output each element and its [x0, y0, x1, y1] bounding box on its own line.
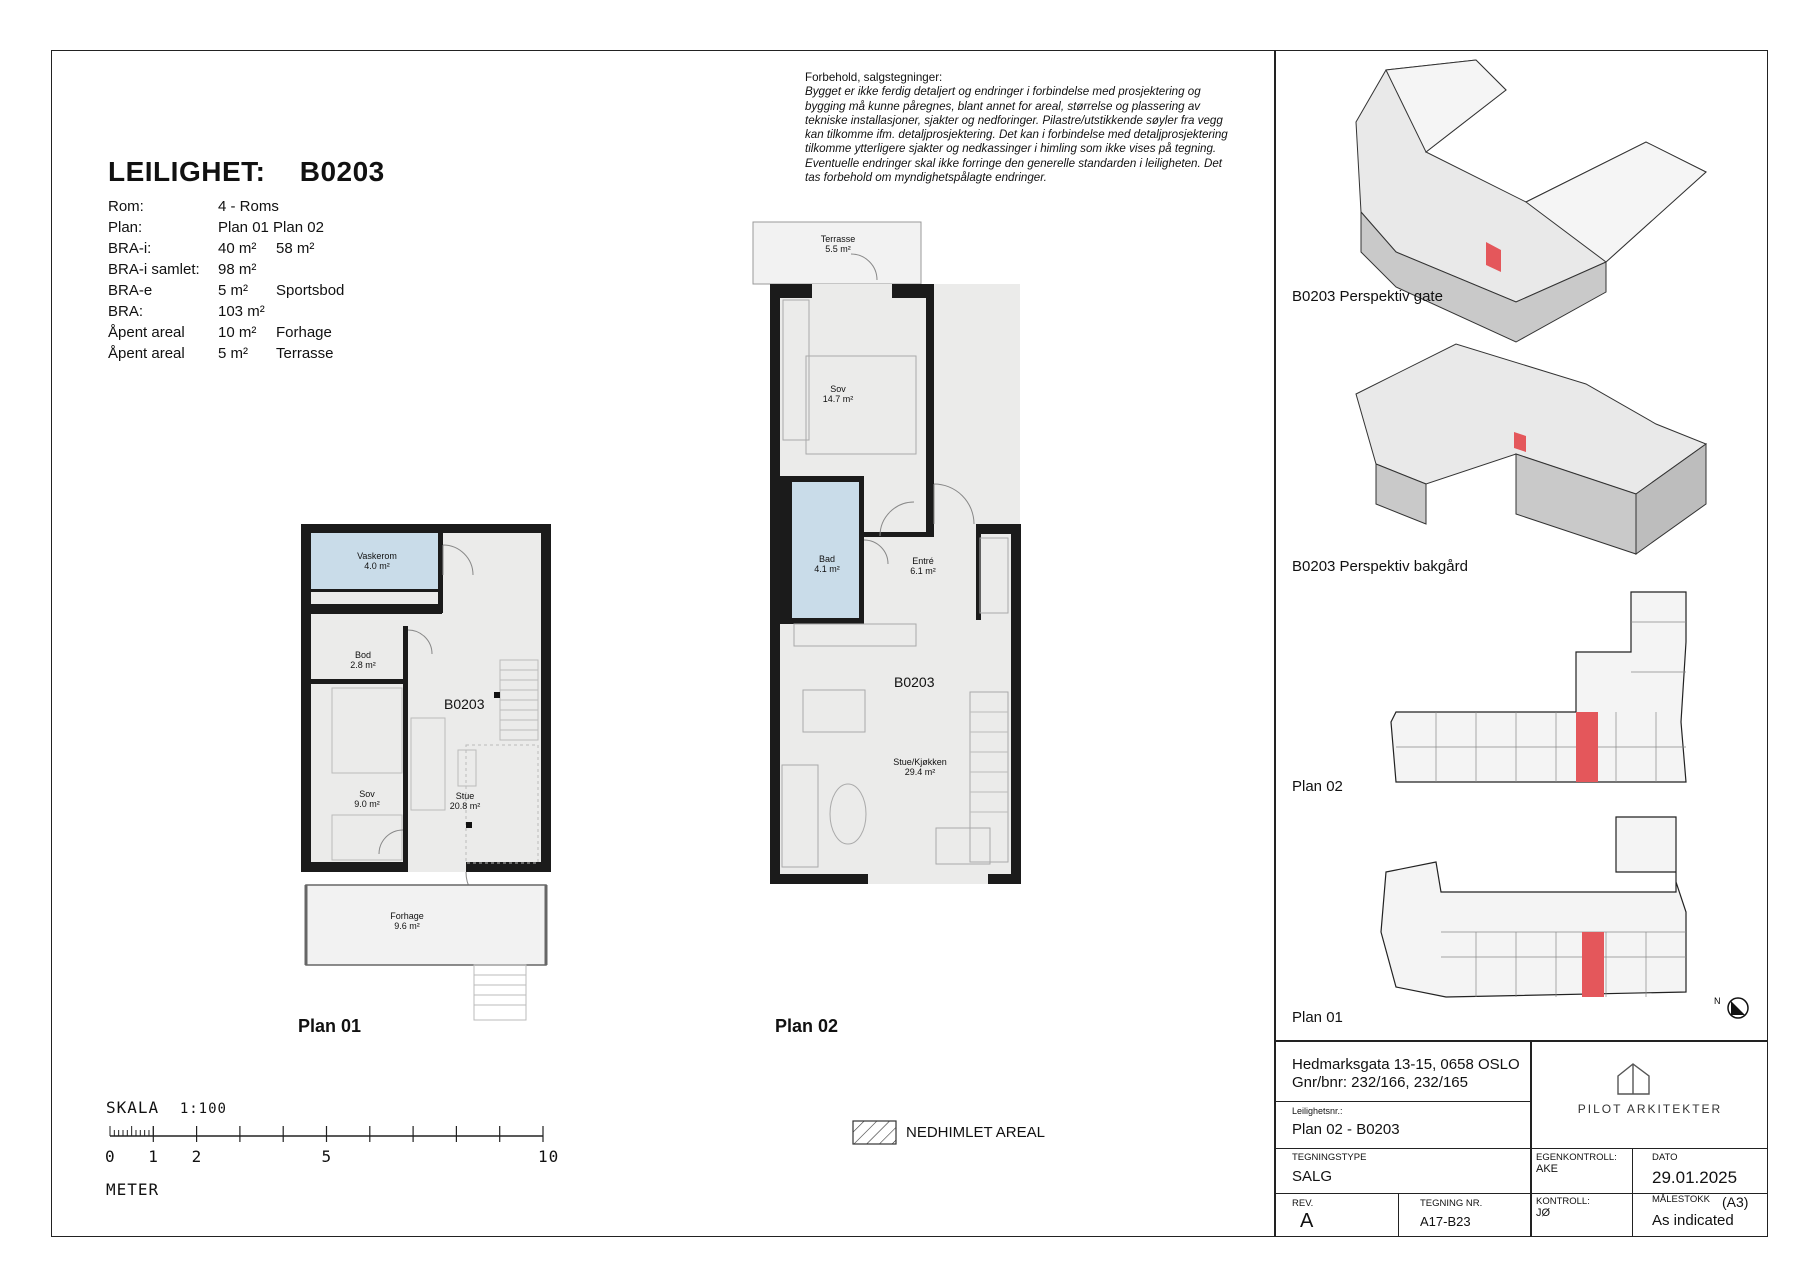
room-name: Forhage — [390, 911, 424, 921]
disclaimer-heading: Forbehold, salgstegninger: — [805, 71, 943, 84]
caption-plan-02: Plan 02 — [1292, 778, 1343, 795]
plan01-room-sov — [334, 789, 400, 809]
kontroll-label: KONTROLL: — [1536, 1196, 1590, 1207]
unit-number-label: Leilighetsnr.: — [1292, 1106, 1343, 1116]
scale-tick-label: 5 — [321, 1147, 333, 1166]
room-area: 5.5 m² — [825, 244, 851, 254]
info-value: 103 m² — [218, 303, 265, 320]
scale-ratio: 1:100 — [179, 1101, 227, 1117]
info-extra: Sportsbod — [276, 282, 345, 299]
plan02-label: Plan 02 — [775, 1016, 839, 1036]
info-extra: Terrasse — [276, 345, 334, 362]
hatched-area-symbol — [852, 1120, 898, 1146]
plan02-room-bad — [794, 554, 860, 574]
caption-plan-01: Plan 01 — [1292, 1009, 1343, 1026]
disclaimer-line: tas forbehold om myndighetspålagte endringer. — [805, 171, 1047, 185]
room-name: Sov — [359, 789, 375, 799]
malestokk-value: As indicated — [1652, 1212, 1734, 1229]
tegning-nr-label: TEGNING NR. — [1420, 1198, 1483, 1209]
info-extra: Forhage — [276, 324, 332, 341]
disclaimer-line: tilkomme ytterligere sjakter og nedkassinger i himling som ikke vises på tegning. — [805, 142, 1217, 156]
disclaimer-line: Eventuelle endringer skal ikke forringe den generelle standarden i leiligheten. Det — [805, 156, 1222, 170]
scale-unit: METER — [106, 1180, 160, 1199]
room-name: Stue — [455, 791, 475, 801]
right-panel-graphics — [1276, 52, 1766, 1052]
scale-bar — [104, 1118, 554, 1148]
info-key: Plan: — [108, 219, 143, 236]
plan02-room-entre — [890, 556, 956, 576]
plan01-room-stue — [432, 791, 498, 811]
rev-value: A — [1300, 1210, 1314, 1232]
scale-tick-label: 10 — [538, 1147, 560, 1166]
north-arrow-icon — [1714, 996, 1748, 1018]
disclaimer-line: Bygget er ikke ferdig detaljert og endringer i forbindelse med prosjektering og — [805, 85, 1201, 99]
room-name: Bad — [818, 554, 835, 564]
room-area: 9.6 m² — [394, 921, 420, 931]
info-value: 98 m² — [218, 261, 257, 278]
disclaimer-line: kan tilkomme ifm. detaljprosjektering. Det kan i forbindelse med detaljprosjektering — [805, 128, 1228, 142]
tegning-nr-value: A17-B23 — [1420, 1214, 1471, 1229]
room-area: 14.7 m² — [822, 394, 854, 404]
malestokk-label: MÅLESTOKK — [1652, 1194, 1710, 1205]
plan01-label: Plan 01 — [298, 1016, 362, 1036]
plan02-drawing — [753, 222, 1021, 884]
apartment-id: B0203 — [299, 156, 385, 187]
info-key: BRA-i samlet: — [108, 261, 200, 278]
info-key: BRA: — [108, 303, 144, 320]
plan01-drawing — [301, 524, 551, 1020]
plan01-room-forhage — [374, 911, 440, 931]
egenkontroll-label: EGENKONTROLL: — [1536, 1152, 1617, 1163]
firm-name: PILOT ARKITEKTER — [1577, 1102, 1723, 1116]
room-area: 20.8 m² — [449, 801, 481, 811]
room-area: 2.8 m² — [350, 660, 376, 670]
scale-tick-label: 1 — [148, 1147, 159, 1166]
info-key: BRA-i: — [108, 240, 152, 257]
info-value: Plan 01 Plan 02 — [218, 219, 324, 236]
info-value: 5 m² — [218, 282, 248, 299]
room-name: Terrasse — [820, 234, 856, 244]
dato-value: 29.01.2025 — [1652, 1168, 1738, 1187]
room-name: Sov — [830, 384, 846, 394]
info-value: 10 m² — [218, 324, 257, 341]
scale-tick-label: 0 — [105, 1147, 116, 1166]
plan02-room-terrasse — [805, 234, 871, 254]
project-gnr: Gnr/bnr: 232/166, 232/165 — [1292, 1074, 1468, 1091]
project-address: Hedmarksgata 13-15, 0658 OSLO — [1292, 1056, 1520, 1073]
info-value: 40 m² — [218, 240, 257, 257]
apartment-label: LEILIGHET: — [108, 156, 266, 187]
info-value: 5 m² — [218, 345, 248, 362]
rev-label: REV. — [1292, 1198, 1314, 1209]
room-area: 4.0 m² — [364, 561, 390, 571]
plan02-room-sov — [805, 384, 871, 404]
room-area: 9.0 m² — [354, 799, 380, 809]
tegningstype-value: SALG — [1292, 1168, 1333, 1185]
room-name: Vaskerom — [357, 551, 397, 561]
legend-label: NEDHIMLET AREAL — [906, 1124, 1045, 1141]
room-area: 29.4 m² — [904, 767, 936, 777]
egenkontroll-value: AKE — [1536, 1163, 1559, 1175]
plan01-room-bod — [330, 650, 396, 670]
scale-tick-label: 2 — [191, 1147, 203, 1166]
info-key: BRA-e — [108, 282, 153, 299]
building-perspective-bakgard — [1356, 344, 1706, 554]
info-key: Åpent areal — [108, 345, 185, 362]
info-key: Rom: — [108, 198, 144, 215]
unit-number-value: Plan 02 - B0203 — [1292, 1121, 1400, 1138]
caption-perspective-bakgard: B0203 Perspektiv bakgård — [1292, 558, 1468, 575]
tegningstype-label: TEGNINGSTYPE — [1292, 1152, 1367, 1163]
room-name: Entré — [912, 556, 934, 566]
disclaimer-line: tekniske installasjoner, sjakter og nedforinger. Pilastre/utstikkende søyler fra vegg — [805, 113, 1223, 127]
malestokk-format: (A3) — [1722, 1194, 1749, 1210]
room-name: Bod — [354, 650, 371, 660]
info-key: Åpent areal — [108, 324, 185, 341]
svg-text:N: N — [1714, 996, 1721, 1006]
info-value: 4 - Roms — [218, 198, 279, 215]
key-plan-02 — [1391, 592, 1686, 782]
firm-logo-icon — [1614, 1062, 1654, 1096]
disclaimer-line: bygging må kunne påregnes, blant annet for areal, størrelse og plassering av — [805, 99, 1201, 113]
scale-label: SKALA — [106, 1098, 160, 1117]
plan02-bad-floor — [791, 482, 859, 618]
plan02-room-stue — [880, 757, 960, 777]
room-area: 6.1 m² — [910, 566, 936, 576]
plan01-unit-label: B0203 — [444, 696, 485, 712]
info-extra: 58 m² — [276, 240, 315, 257]
kontroll-value: JØ — [1536, 1207, 1551, 1219]
scale-title — [106, 1098, 227, 1117]
plan02-unit-label: B0203 — [894, 674, 935, 690]
key-plan-01 — [1381, 817, 1686, 997]
dato-label: DATO — [1652, 1152, 1678, 1163]
caption-perspective-gate: B0203 Perspektiv gate — [1292, 288, 1443, 305]
room-area: 4.1 m² — [814, 564, 840, 574]
scale-tick-labels — [0, 1147, 600, 1167]
room-name: Stue/Kjøkken — [893, 757, 947, 767]
plan01-room-vaskerom — [344, 551, 410, 571]
